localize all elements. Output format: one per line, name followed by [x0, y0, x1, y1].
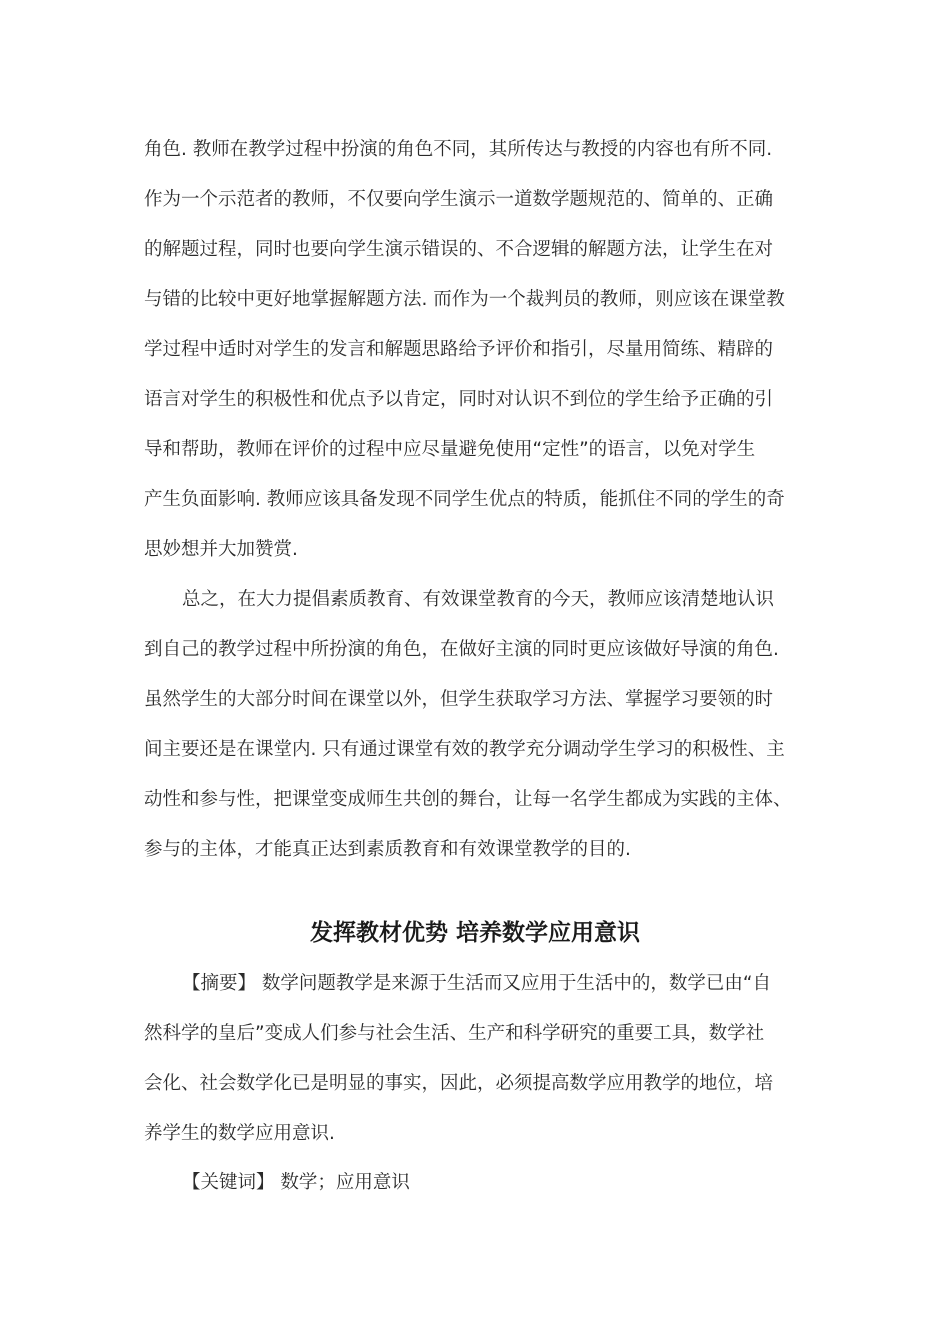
text-line: 会化、社会数学化已是明显的事实，因此，必须提高数学应用教学的地位，培	[144, 1073, 774, 1094]
text-line: 学过程中适时对学生的发言和解题思路给予评价和指引，尽量用简练、精辟的	[144, 339, 774, 360]
text-line: 总之，在大力提倡素质教育、有效课堂教育的今天，教师应该清楚地认识	[182, 589, 775, 610]
text-line: 【摘要】 数学问题教学是来源于生活而又应用于生活中的，数学已由“自	[182, 973, 771, 994]
text-line: 语言对学生的积极性和优点予以肯定，同时对认识不到位的学生给予正确的引	[144, 389, 774, 410]
text-line: 作为一个示范者的教师，不仅要向学生演示一道数学题规范的、简单的、正确	[144, 189, 774, 210]
text-line: 思妙想并大加赞赏.	[144, 539, 298, 560]
text-line: 的解题过程，同时也要向学生演示错误的、不合逻辑的解题方法，让学生在对	[144, 239, 774, 260]
text-line: 与错的比较中更好地掌握解题方法. 而作为一个裁判员的教师，则应该在课堂教	[144, 289, 785, 310]
keywords: 【关键词】 数学；应用意识	[182, 1172, 410, 1193]
text-line: 参与的主体，才能真正达到素质教育和有效课堂教学的目的.	[144, 839, 631, 860]
text-line: 角色. 教师在教学过程中扮演的角色不同，其所传达与教授的内容也有所不同.	[144, 139, 773, 160]
text-line: 到自己的教学过程中所扮演的角色，在做好主演的同时更应该做好导演的角色.	[144, 639, 779, 660]
text-line: 养学生的数学应用意识.	[144, 1123, 335, 1144]
article-title: 发挥教材优势 培养数学应用意识	[309, 920, 640, 946]
text-line: 产生负面影响. 教师应该具备发现不同学生优点的特质，能抓住不同的学生的奇	[144, 489, 785, 510]
text-line: 导和帮助，教师在评价的过程中应尽量避免使用“定性”的语言，以免对学生	[144, 439, 756, 460]
text-line: 间主要还是在课堂内. 只有通过课堂有效的教学充分调动学生学习的积极性、主	[144, 739, 785, 760]
text-line: 动性和参与性，把课堂变成师生共创的舞台，让每一名学生都成为实践的主体、	[144, 789, 792, 810]
text-line: 虽然学生的大部分时间在课堂以外，但学生获取学习方法、掌握学习要领的时	[144, 689, 774, 710]
text-line: 然科学的皇后”变成人们参与社会生活、生产和科学研究的重要工具，数学社	[144, 1023, 765, 1044]
